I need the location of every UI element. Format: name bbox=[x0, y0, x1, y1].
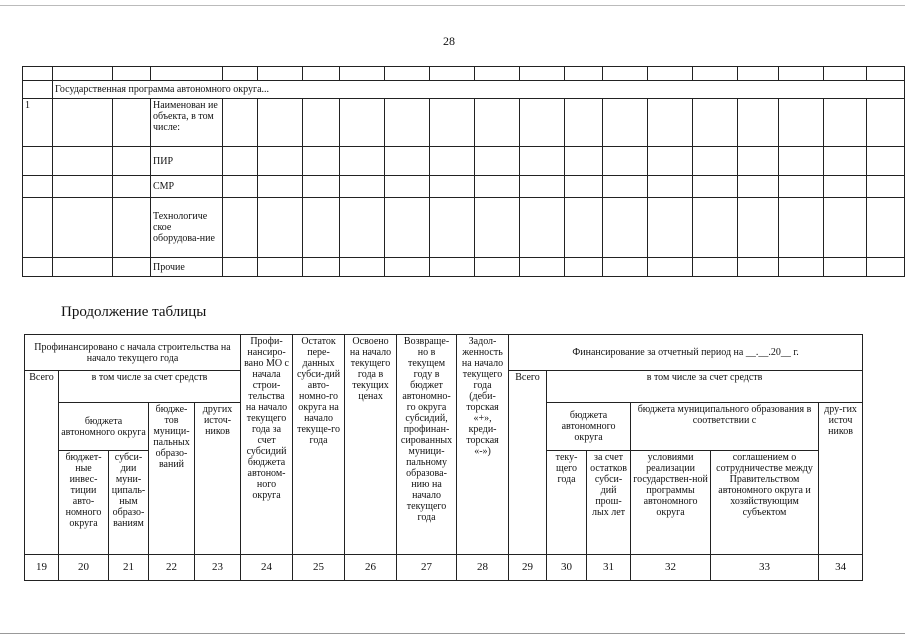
equipment-label: Технологиче ское оборудова-ние bbox=[151, 198, 223, 258]
col-number: 22 bbox=[149, 555, 195, 581]
continuation-heading: Продолжение таблицы bbox=[61, 304, 207, 320]
other2-header: дру-гих источ ников bbox=[819, 403, 863, 555]
financing-period-header: Финансирование за отчетный период на __.__.20__ г. bbox=[509, 335, 863, 371]
financed-header: Профинансировано с начала строительства на начало текущего года bbox=[25, 335, 241, 371]
balance-prev-header: за счет остатков субси-дий прош-лых лет bbox=[587, 451, 631, 555]
object-name-label: Наименован ие объекта, в том числе: bbox=[151, 99, 223, 147]
col-number: 29 bbox=[509, 555, 547, 581]
col-number: 19 bbox=[25, 555, 59, 581]
col-number: 31 bbox=[587, 555, 631, 581]
budget-mun2-header: бюджета муниципального образования в соответствии с bbox=[631, 403, 819, 451]
col-number: 27 bbox=[397, 555, 457, 581]
program-title: Государственная программа автономного округа... bbox=[53, 81, 905, 99]
page-number: 28 bbox=[443, 34, 455, 48]
col-number: 32 bbox=[631, 555, 711, 581]
subsidies-header: субси-дии муни-ципаль-ным образо-ваниям bbox=[109, 451, 149, 555]
returned-header: Возвраще-но в текущем году в бюджет автономно-го округа субсидий, профинан-сированных муници-пальному образова-нию на начало текущего года bbox=[397, 335, 457, 555]
agreement-header: соглашением о сотрудничестве между Правительством автономного округа и хозяйствующим субъектом bbox=[711, 451, 819, 555]
conditions-header: условиями реализации государствен-ной программы автономного округа bbox=[631, 451, 711, 555]
col-number: 24 bbox=[241, 555, 293, 581]
other-sources-header: других источ-ников bbox=[195, 403, 241, 555]
debt-header: Задол-женность на начало текущего года (деби-торская «+», креди-торская «-») bbox=[457, 335, 509, 555]
incl-sources2-header: в том числе за счет средств bbox=[547, 371, 863, 403]
budget-ao2-header: бюджета автономного округа bbox=[547, 403, 631, 451]
row-number: 1 bbox=[23, 99, 53, 147]
total-header: Всего bbox=[25, 371, 59, 555]
budget-invest-header: бюджет-ные инвес-тиции авто-номного округа bbox=[59, 451, 109, 555]
total2-header: Всего bbox=[509, 371, 547, 555]
col-number: 33 bbox=[711, 555, 819, 581]
col-number: 34 bbox=[819, 555, 863, 581]
col-number: 30 bbox=[547, 555, 587, 581]
col-number: 28 bbox=[457, 555, 509, 581]
remaining-subsidies-header: Остаток пере-данных субси-дий авто-номно-го округа на начало текуще-го года bbox=[293, 335, 345, 555]
col-number: 21 bbox=[109, 555, 149, 581]
current-year-header: теку-щего года bbox=[547, 451, 587, 555]
mastered-header: Освоено на начало текущего года в текущих ценах bbox=[345, 335, 397, 555]
financing-table bbox=[24, 334, 863, 581]
incl-sources-header: в том числе за счет средств bbox=[59, 371, 241, 403]
other-label: Прочие bbox=[151, 258, 223, 277]
col-number: 26 bbox=[345, 555, 397, 581]
col-number: 25 bbox=[293, 555, 345, 581]
col-number: 23 bbox=[195, 555, 241, 581]
profinanced-mo-header: Профи-нансиро-вано МО с начала строи-тельства на начало текущего года за счет субсидий бюджета автоном-ного округа bbox=[241, 335, 293, 555]
objects-table bbox=[22, 66, 905, 277]
smr-label: СМР bbox=[151, 176, 223, 198]
budget-mun-header: бюдже-тов муници-пальных образо-ваний bbox=[149, 403, 195, 555]
pir-label: ПИР bbox=[151, 147, 223, 176]
budget-ao-header: бюджета автономного округа bbox=[59, 403, 149, 451]
column-numbers-row bbox=[25, 555, 863, 581]
col-number: 20 bbox=[59, 555, 109, 581]
